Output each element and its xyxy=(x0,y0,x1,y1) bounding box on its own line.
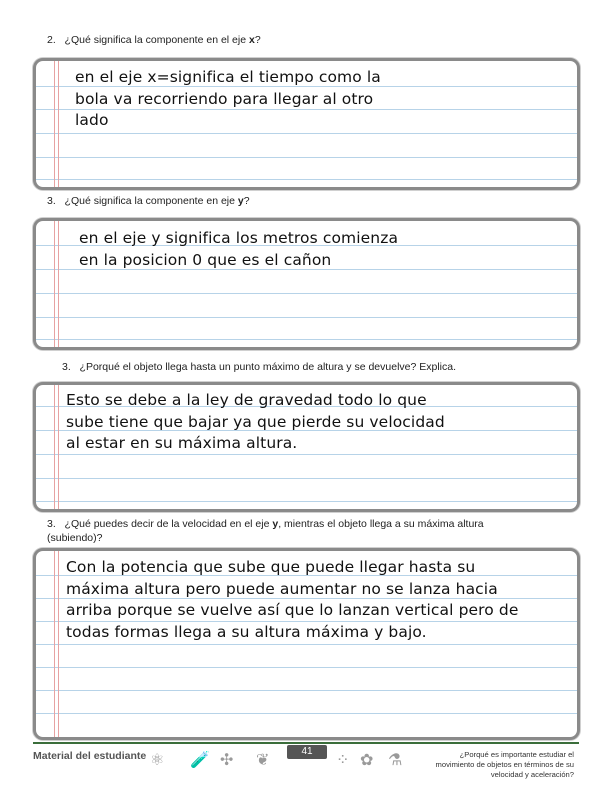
leaf-icon: ❦ xyxy=(256,752,270,769)
answer-line: en el eje y significa los metros comienza xyxy=(79,229,399,247)
answer-line: lado xyxy=(75,111,109,129)
question-text: ¿Qué puedes decir de la velocidad en el eje xyxy=(64,518,273,530)
question-suffix: ? xyxy=(243,195,250,207)
question-4 xyxy=(62,360,456,374)
question-axis: y xyxy=(272,518,279,530)
question-5 xyxy=(47,517,484,545)
footer-note: ¿Porqué es importante estudiar el movimiento de objetos en términos de su velocidad y aceleración? xyxy=(435,750,574,779)
answer-line: arriba porque se vuelve así que lo lanzan vertical pero de xyxy=(66,601,519,619)
question-number: 3. xyxy=(47,195,56,207)
answer-line: Esto se debe a la ley de gravedad todo lo que xyxy=(66,391,427,409)
flask-icon: ⚗ xyxy=(388,752,403,769)
atom-icon: ⚛ xyxy=(150,752,165,769)
answer-box-1[interactable] xyxy=(33,58,580,190)
answer-box-4[interactable] xyxy=(33,548,580,740)
answer-line: bola va recorriendo para llegar al otro xyxy=(75,89,374,108)
answer-text-2 xyxy=(79,228,398,271)
question-number: 3. xyxy=(62,361,71,373)
question-text: ¿Qué significa la componente en eje xyxy=(64,195,238,207)
dots-icon: ⁘ xyxy=(336,752,350,769)
answer-line: al estar en su máxima altura. xyxy=(66,434,298,452)
answer-line: en la posicion 0 que es el cañon xyxy=(79,250,332,269)
answer-text-1 xyxy=(75,67,381,132)
answer-line: en el eje x=significa el tiempo como la xyxy=(75,68,381,86)
answer-line: sube tiene que bajar ya que pierde su velocidad xyxy=(66,412,445,431)
question-number: 3. xyxy=(47,518,56,530)
footer-rule xyxy=(33,742,579,744)
answer-line: todas formas llega a su altura máxima y bajo. xyxy=(66,622,427,641)
flower-icon: ✿ xyxy=(360,752,374,769)
question-axis: x xyxy=(248,34,255,46)
question-text-line2: (subiendo)? xyxy=(47,532,103,544)
page-number: 41 xyxy=(287,745,327,759)
footer-label: Material del estudiante xyxy=(33,750,147,762)
question-number: 2. xyxy=(47,34,56,46)
answer-line: Con la potencia que sube que puede llegar hasta su xyxy=(66,558,476,576)
page-footer xyxy=(0,742,612,792)
answer-box-2[interactable] xyxy=(33,218,580,350)
question-text: ¿Porqué el objeto llega hasta un punto máximo de altura y se devuelve? Explica. xyxy=(79,361,457,373)
question-3 xyxy=(47,194,250,208)
answer-text-4 xyxy=(66,557,518,643)
answer-box-3[interactable] xyxy=(33,382,580,512)
molecule-icon: ✣ xyxy=(220,752,234,769)
question-suffix: , mientras el objeto llega a su máxima altura xyxy=(278,518,484,530)
test-tube-icon: 🧪 xyxy=(190,752,210,769)
question-text: ¿Qué significa la componente en el eje xyxy=(64,34,249,46)
question-suffix: ? xyxy=(254,34,261,46)
answer-line: máxima altura pero puede aumentar no se lanza hacia xyxy=(66,579,498,598)
question-2 xyxy=(47,33,261,47)
question-axis: y xyxy=(237,195,244,207)
answer-text-3 xyxy=(66,390,445,455)
